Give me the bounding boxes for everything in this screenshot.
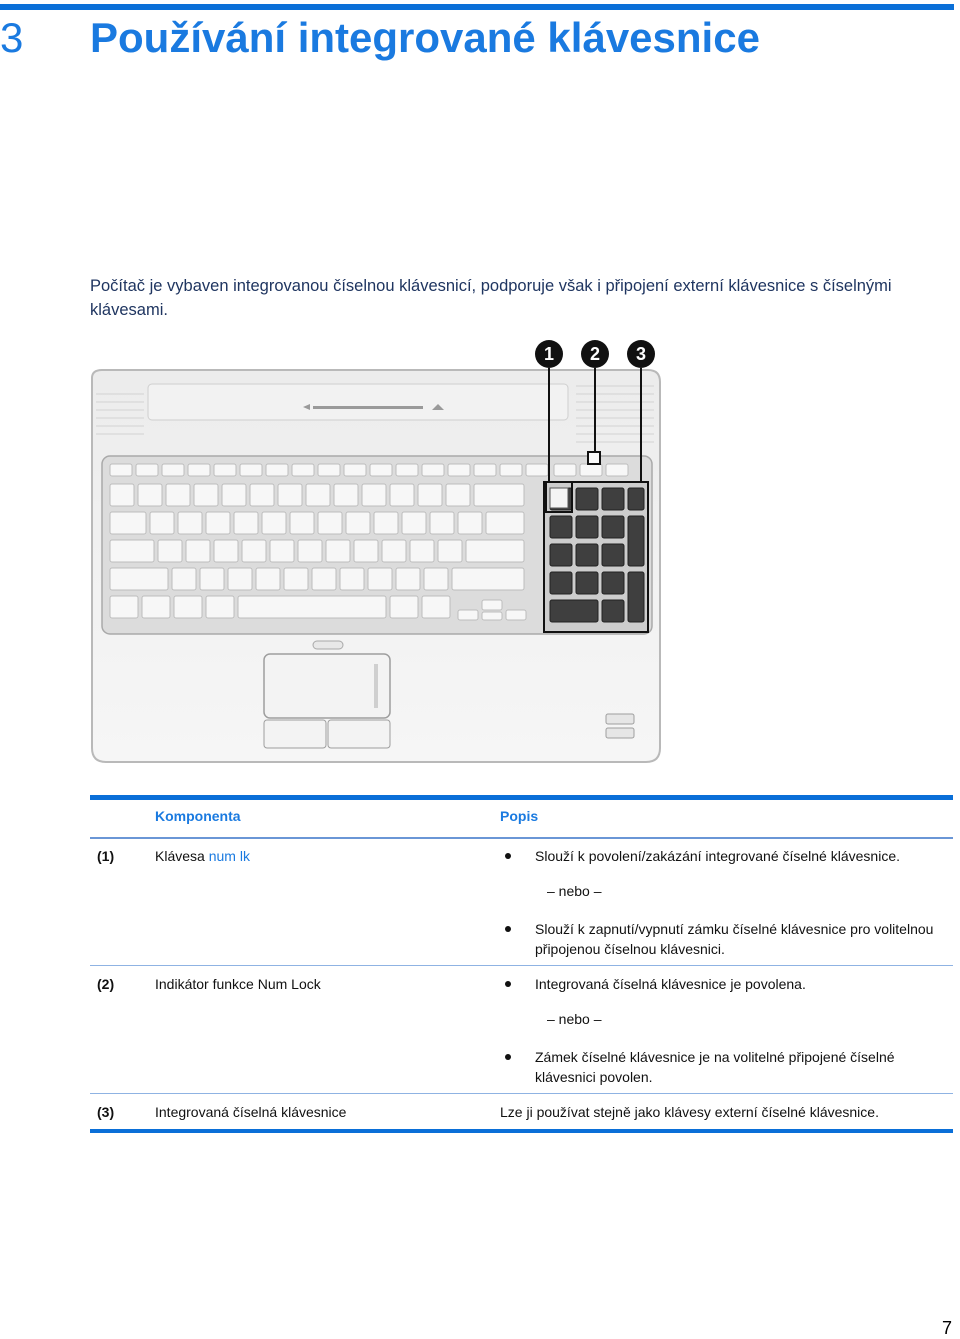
bullet — [505, 981, 511, 987]
table-top-rule — [90, 795, 953, 800]
callout-3: 3 — [627, 340, 655, 368]
table-bottom-rule — [90, 1129, 953, 1133]
row-2-separator: – nebo – — [547, 1011, 602, 1027]
row-1-component-prefix: Klávesa — [155, 848, 209, 864]
intro-paragraph: Počítač je vybaven integrovanou číselnou klávesnicí, podporuje však i připojení externí klávesnice s číselnými klávesami. — [90, 277, 892, 319]
row-2-number: (2) — [97, 976, 115, 992]
callout-2: 2 — [581, 340, 609, 368]
num-lk-key-label: num lk — [208, 848, 250, 864]
page-number: 7 — [941, 1318, 952, 1338]
bullet — [505, 926, 511, 932]
chapter-top-rule — [0, 4, 954, 10]
row-1-description-2: Slouží k zapnutí/vypnutí zámku číselné klávesnice pro volitelnou připojenou číselnou klávesnici. — [535, 921, 934, 957]
chapter-number: 3 — [0, 14, 24, 61]
row-1-separator: – nebo – — [547, 883, 602, 899]
row-2-component: Indikátor funkce Num Lock — [155, 976, 321, 992]
row-3-number: (3) — [97, 1104, 115, 1120]
column-header-description: Popis — [500, 808, 539, 824]
row-1-number: (1) — [97, 848, 115, 864]
row-3-description: Lze ji používat stejně jako klávesy externí číselné klávesnice. — [500, 1104, 879, 1120]
row-3-component: Integrovaná číselná klávesnice — [155, 1104, 347, 1120]
row-divider — [90, 1093, 953, 1094]
row-1-component — [155, 846, 250, 866]
keyboard-illustration — [88, 338, 666, 768]
row-1-description-1: Slouží k povolení/zakázání integrované číselné klávesnice. — [535, 848, 900, 864]
table-header-rule — [90, 837, 953, 839]
row-2-description-1: Integrovaná číselná klávesnice je povolena. — [535, 976, 806, 992]
row-divider — [90, 965, 953, 966]
bullet — [505, 853, 511, 859]
column-header-component: Komponenta — [155, 808, 241, 824]
bullet — [505, 1054, 511, 1060]
callout-1: 1 — [535, 340, 563, 368]
chapter-title: Používání integrované klávesnice — [90, 14, 760, 61]
row-2-description-2: Zámek číselné klávesnice je na volitelné připojené číselné klávesnici povolen. — [535, 1049, 895, 1085]
